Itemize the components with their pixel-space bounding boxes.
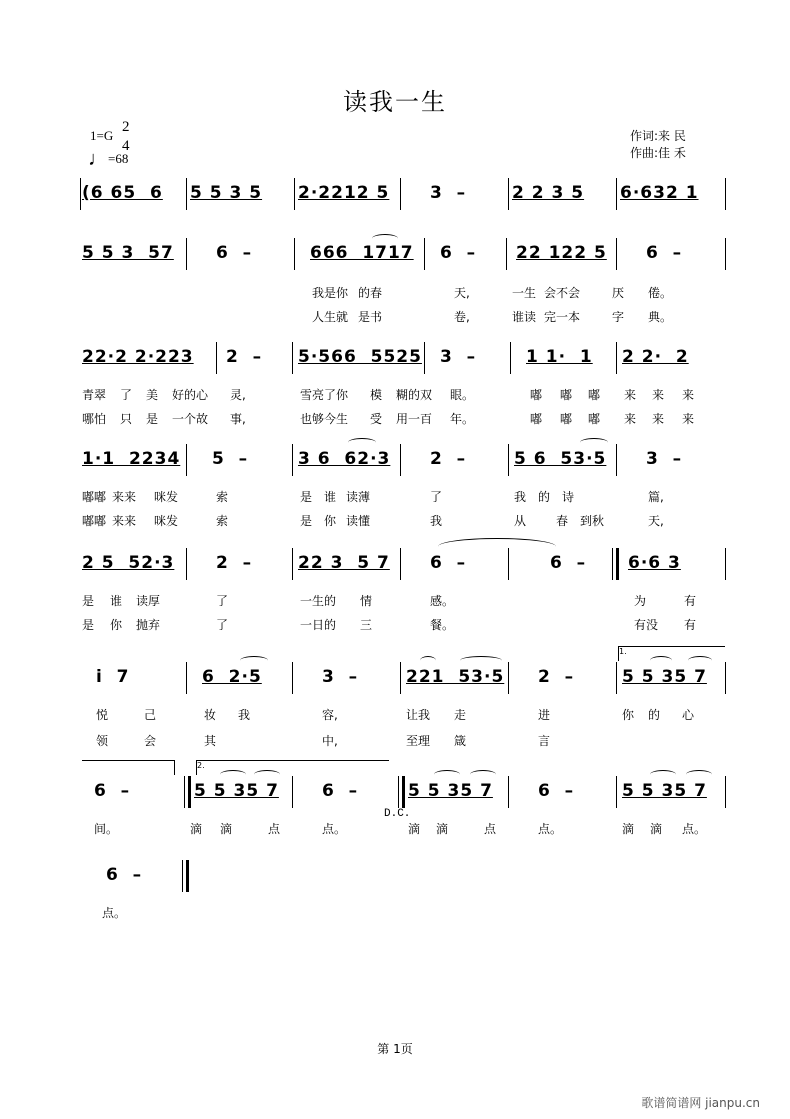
slur — [460, 656, 502, 665]
page-title: 读我一生 — [343, 88, 447, 116]
barline — [612, 548, 613, 580]
volta-first-ending: 1. — [618, 646, 725, 661]
barline — [616, 444, 617, 476]
slur — [420, 656, 436, 665]
measure: 2 2· 2 — [622, 347, 689, 367]
barline — [616, 776, 617, 808]
barline — [294, 238, 295, 270]
lyrics-row-2-verse-2: 人生就 是书 卷, 谁读 完一本 字 典。 — [312, 310, 673, 324]
lyrics-row-7: 间。 滴 滴 点 点。 滴 滴 点 点。 滴 滴 点。 — [94, 822, 707, 836]
barline — [292, 662, 293, 694]
credits — [630, 128, 686, 162]
lyrics-row-4-verse-2: 嘟嘟 来来 咪发 索 是 你 读懂 我 从 春 到秋 天, — [82, 514, 664, 528]
measure: 2 – — [216, 553, 253, 573]
measure: 3 – — [646, 449, 683, 469]
measure: 2 – — [226, 347, 263, 367]
slur — [348, 438, 376, 447]
measure: 6 – — [322, 781, 359, 801]
measure: 6 – — [94, 781, 131, 801]
measure: 3 – — [440, 347, 477, 367]
score-row-8 — [80, 860, 726, 892]
barline — [80, 178, 81, 210]
lyrics-row-3-verse-1: 青翠 了 美 好的心 灵, 雪亮了你 模 糊的双 眼。 嘟 嘟 嘟 来 来 来 — [82, 388, 695, 402]
measure: 6·632 1 — [620, 183, 699, 203]
score-row-3 — [80, 342, 726, 374]
key-signature: 1=G — [90, 128, 114, 143]
measure: 22·2 2·223 — [82, 347, 194, 367]
measure: (6 65 6 — [82, 183, 163, 203]
barline — [186, 444, 187, 476]
barline — [400, 178, 401, 210]
lyrics-row-3-verse-2: 哪怕 只 是 一个故 事, 也够今生 受 用一百 年。 嘟 嘟 嘟 来 来 来 — [82, 412, 695, 426]
lyrics-row-4-verse-1: 嘟嘟 来来 咪发 索 是 谁 读薄 了 我 的 诗 篇, — [82, 490, 664, 504]
quarter-note-icon: ♩ — [88, 148, 108, 170]
measure: 666 1717 — [310, 243, 414, 263]
slur — [650, 770, 676, 779]
score-row-1 — [80, 178, 726, 210]
barline — [508, 776, 509, 808]
barline — [424, 238, 425, 270]
da-capo-marking: D.C. — [384, 808, 411, 820]
lyrics-row-8: 点。 — [102, 906, 127, 920]
measure: 22 122 5 — [516, 243, 607, 263]
measure: 6 – — [646, 243, 683, 263]
barline — [725, 776, 726, 808]
score-row-2 — [80, 238, 726, 270]
measure: 5 5 3 5 — [190, 183, 263, 203]
measure: 6 2·5 — [202, 667, 262, 687]
barline — [400, 444, 401, 476]
lyricist-credit: 作词:来 民 — [630, 129, 686, 143]
measure: 5 5 35 7 — [408, 781, 493, 801]
measure: 5·566 5525 — [298, 347, 422, 367]
score-row-4 — [80, 444, 726, 476]
barline — [186, 238, 187, 270]
measure: 2·2212 5 — [298, 183, 390, 203]
slur — [372, 234, 398, 243]
measure: 1·1 2234 — [82, 449, 181, 469]
barline — [508, 662, 509, 694]
page-number: 第 1页 — [377, 1042, 413, 1056]
measure: 6 – — [550, 553, 587, 573]
barline — [292, 548, 293, 580]
barline — [616, 662, 617, 694]
measure: 5 – — [212, 449, 249, 469]
measure: 6 – — [538, 781, 575, 801]
barline — [508, 178, 509, 210]
barline — [424, 342, 425, 374]
barline — [616, 238, 617, 270]
tempo-marking: ♩=68 — [88, 148, 129, 170]
measure: 6 – — [106, 865, 143, 885]
barline — [292, 342, 293, 374]
final-barline — [186, 860, 189, 892]
barline — [508, 444, 509, 476]
measure: 221 53·5 — [406, 667, 505, 687]
measure: 22 3 5 7 — [298, 553, 390, 573]
measure: 5 5 35 7 — [622, 667, 707, 687]
slur — [580, 438, 608, 447]
measure: 6 – — [430, 553, 467, 573]
barline — [725, 238, 726, 270]
measure: 6 – — [440, 243, 477, 263]
barline — [186, 662, 187, 694]
slur — [434, 770, 460, 779]
slur — [220, 770, 246, 779]
barline — [398, 776, 399, 808]
barline — [182, 860, 183, 892]
barline — [400, 548, 401, 580]
slur — [686, 770, 712, 779]
barline — [216, 342, 217, 374]
barline — [510, 342, 511, 374]
volta-second-ending: 2. — [196, 760, 389, 775]
slur — [240, 656, 268, 665]
slur — [650, 656, 672, 665]
barline — [184, 776, 185, 808]
measure: 2 – — [430, 449, 467, 469]
barline — [186, 548, 187, 580]
barline — [506, 238, 507, 270]
barline — [400, 662, 401, 694]
tie — [438, 538, 556, 555]
watermark: 歌谱简谱网 jianpu.cn — [641, 1096, 760, 1110]
measure: 2 5 52·3 — [82, 553, 175, 573]
lyrics-row-5-verse-1: 是 谁 读厚 了 一生的 情 感。 为 有 — [82, 594, 697, 608]
barline — [508, 548, 509, 580]
measure: 2 2 3 5 — [512, 183, 585, 203]
measure: 6·6 3 — [628, 553, 681, 573]
barline — [616, 342, 617, 374]
score-row-7 — [80, 776, 726, 808]
measure: 5 5 35 7 — [622, 781, 707, 801]
volta-first-ending-close — [82, 760, 175, 775]
barline — [186, 178, 187, 210]
measure: 2 – — [538, 667, 575, 687]
barline — [725, 662, 726, 694]
measure: 3 6 62·3 — [298, 449, 391, 469]
time-signature: 2 4 — [122, 119, 130, 154]
measure: 3 – — [322, 667, 359, 687]
measure: 6 – — [216, 243, 253, 263]
segno-barline — [402, 776, 405, 808]
lyrics-row-5-verse-2: 是 你 抛弃 了 一日的 三 餐。 有没 有 — [82, 618, 697, 632]
lyrics-row-2-verse-1: 我是你 的春 天, 一生 会不会 厌 倦。 — [312, 286, 673, 300]
barline — [292, 444, 293, 476]
barline — [616, 178, 617, 210]
barline — [292, 776, 293, 808]
slur — [470, 770, 496, 779]
slur — [688, 656, 712, 665]
slur — [254, 770, 280, 779]
measure: 5 5 35 7 — [194, 781, 279, 801]
barline — [725, 178, 726, 210]
barline — [725, 548, 726, 580]
measure: 1 1· 1 — [526, 347, 593, 367]
lyrics-row-6-verse-1: 悦 己 妆 我 容, 让我 走 进 你 的 心 — [96, 708, 695, 722]
barline — [294, 178, 295, 210]
score-row-6 — [80, 662, 726, 694]
measure: 3 – — [430, 183, 467, 203]
measure: 5 5 3 57 — [82, 243, 174, 263]
measure: 5 6 53·5 — [514, 449, 607, 469]
measure: i 7 — [96, 667, 130, 687]
composer-credit: 作曲:佳 禾 — [630, 146, 686, 160]
repeat-start-barline — [616, 548, 619, 580]
repeat-end-barline — [188, 776, 191, 808]
lyrics-row-6-verse-2: 领 会 其 中, 至理 箴 言 — [96, 734, 551, 748]
score-row-5 — [80, 548, 726, 580]
